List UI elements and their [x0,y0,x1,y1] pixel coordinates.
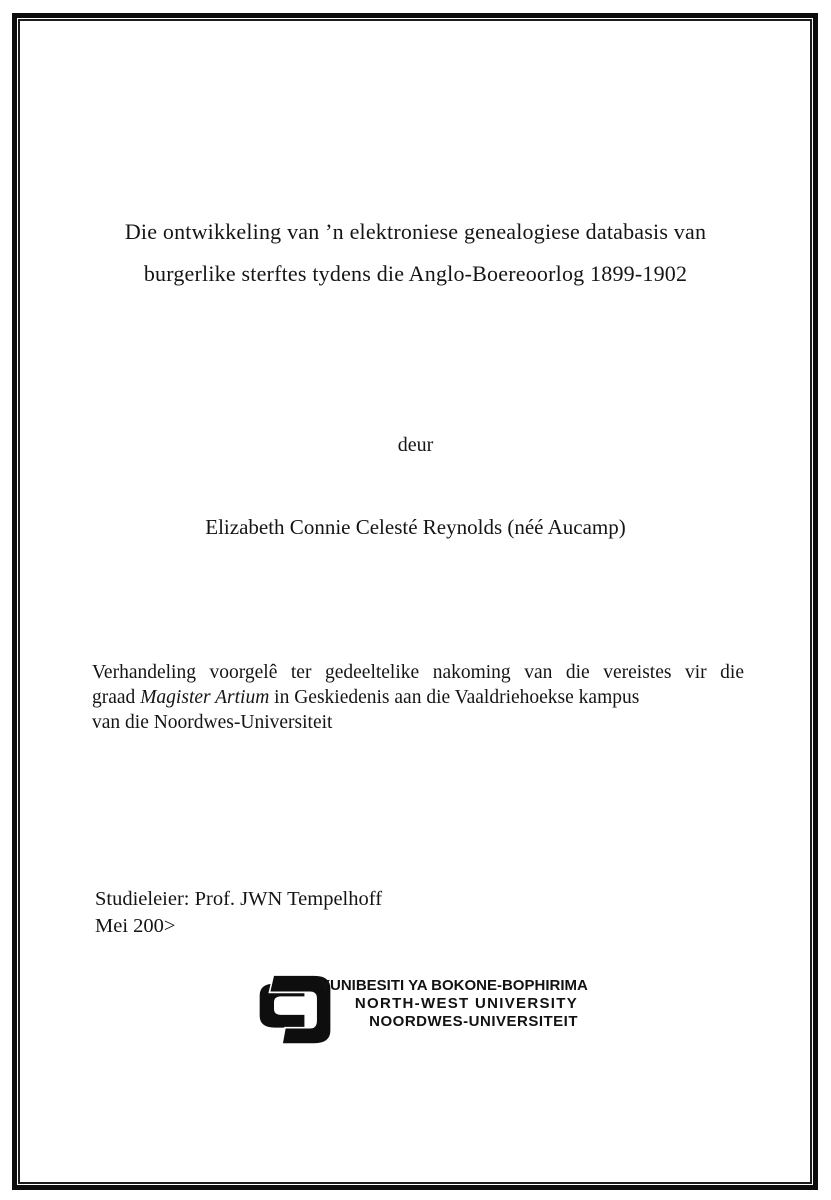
thesis-title-line1: Die ontwikkeling van ’n elektroniese genealogiese databasis van [124,219,707,244]
thesis-title [50,211,781,295]
university-name-setswana: YUNIBESITI YA BOKONE-BOPHIRIMA [320,977,588,994]
degree-statement-line2-post: in Geskiedenis aan die Vaaldriehoekse kampus [269,687,640,708]
degree-name-italic: Magister Artium [140,687,270,708]
author-name: Elizabeth Connie Celesté Reynolds (néé Aucamp) [205,515,626,539]
degree-statement-line2-pre: graad [92,687,141,708]
degree-statement-line1: Verhandeling voorgelê ter gedeeltelike nakoming van die vereistes vir die [92,662,744,683]
degree-statement [92,660,744,735]
degree-statement-line3: van die Noordwes-Universiteit [92,712,333,733]
date-line: Mei 200> [95,915,176,937]
university-name-block [320,977,588,1031]
university-name-afrikaans: NOORDWES-UNIVERSITEIT [369,1013,578,1030]
degree-statement-line2 [92,685,744,710]
thesis-title-line2: burgerlike sterftes tydens die Anglo-Boereoorlog 1899-1902 [143,261,688,286]
university-name-english: NORTH-WEST UNIVERSITY [354,995,578,1012]
supervisor-line: Studieleier: Prof. JWN Tempelhoff [95,888,383,910]
byline-deur: deur [397,434,434,456]
supervisor-block [95,886,382,940]
